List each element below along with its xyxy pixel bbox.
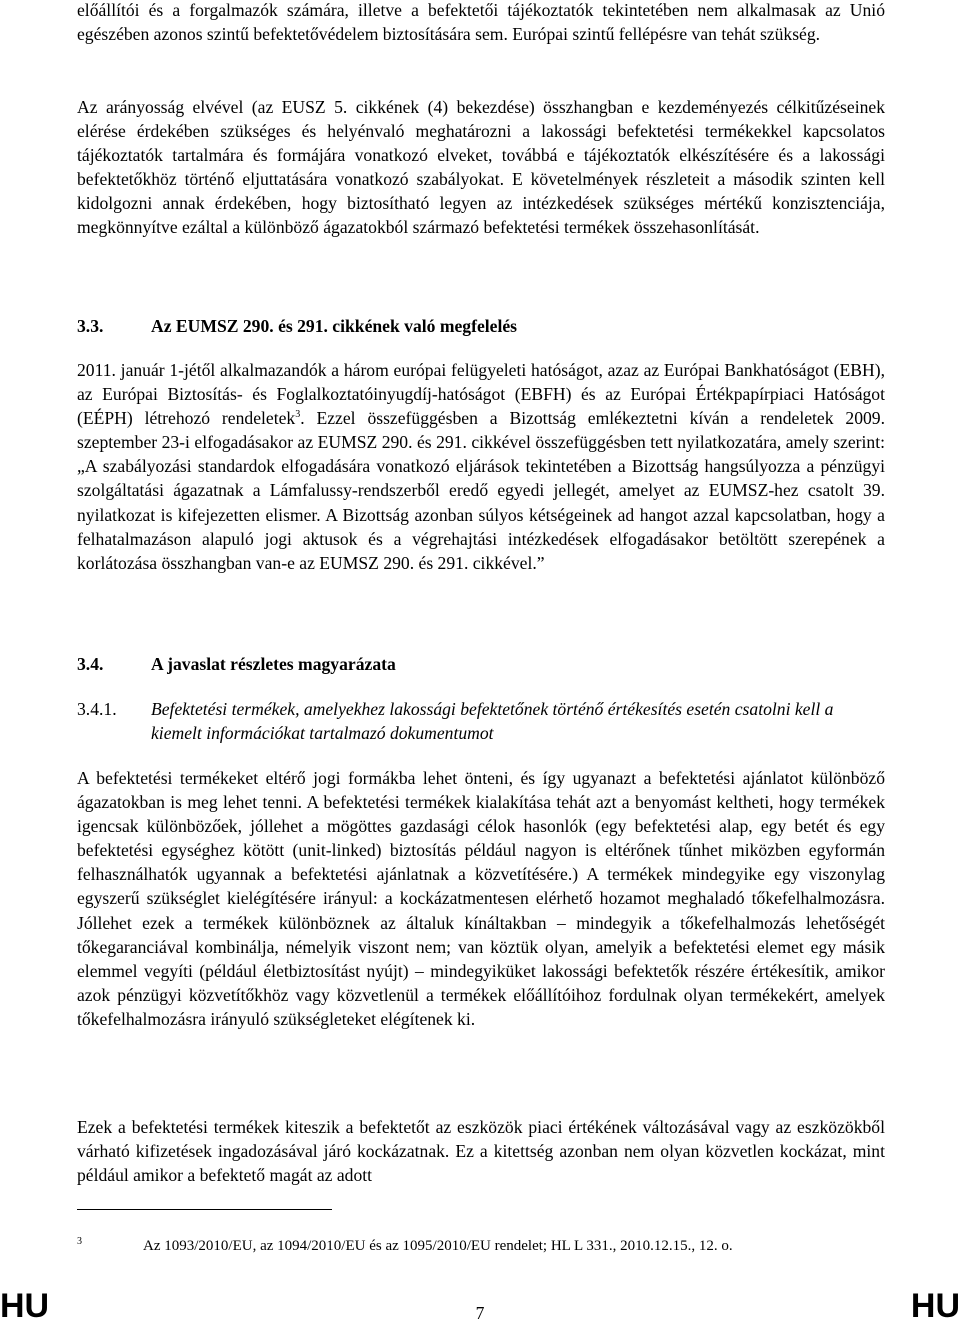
paragraph-investment-products: A befektetési termékeket eltérő jogi formákba lehet önteni, és így ugyanazt a befektetési ajánlatot különböző ágazatokban is meg lehet tenni. A befektetési termékek kialakítása tehát azt a benyomást keltheti, hogy termékek igencsak különbözőek, jóllehet a mögöttes gazdasági célok hasonlók (egy befektetési alap, egy betét és egy befektetési egységhez kötött (unit-linked) biztosítás például nagyon is eltérőnek tűnhet miközben egyformán felhasználhatók ugyannak a befektetési ajánlatnak a közvetítésére.) A termékek mindegyike egy viszonylag egyszerű szükséglet kielégítésére irányul: a kockázatmentesen elérhető hozamot meghaladó tőkefelhalmozásra. Jóllehet ezek a termékek különböznek az általuk kínáltakban – mindegyik a tőkefelhalmozás lehetőségét tőkegaranciával kombinálja, némelyik viszont nem; van köztük olyan, amelyik a befektetési elemet egy másik elemmel vegyíti (például életbiztosítást nyújt) – mindegyiküket lakossági befektetők részére értékesítik, amikor azok pénzügyi közvetítőkhöz vagy közvetlenül a termékek előállítóihoz fordulnak olyan termékekért, amelyek tőkefelhalmozásra irányuló szükségleteket elégítenek ki. [77,768,885,1029]
section-number: 3.3. [77,316,104,336]
footnote-separator [77,1209,332,1210]
section-number: 3.4. [77,654,104,674]
section-heading-3-3 [77,314,517,338]
paragraph-intro-continuation: előállítói és a forgalmazók számára, illetve a befektetői tájékoztatók tekintetében nem alkalmasak az Unió egészében azonos szintű befektetővédelem biztosítására sem. Európai szintű fellépésre van tehát szükség. [77,0,885,45]
footnote-text: Az 1093/2010/EU, az 1094/2010/EU és az 1095/2010/EU rendelet; HL L 331., 2010.12.15., 12. o. [143,1238,733,1254]
page-number: 7 [475,1303,485,1323]
paragraph-esa-part1: 2011. január 1-jétől alkalmazandók a három európai felügyeleti hatóságot, azaz az Európai Bankhatóságot (EBH), az Európai Biztosítás- és Foglalkoztatóinyugdíj-hatóságot (EBFH) és az Európai Értékpapírpiaci Hatóságot (EÉPH) létrehozó rendeletek [77,360,885,429]
subsection-number: 3.4.1. [77,699,117,719]
footnote-ref-3: 3 [295,409,301,421]
section-title: Az EUMSZ 290. és 291. cikkének való megfelelés [151,316,518,336]
paragraph-proportionality: Az arányosság elvével (az EUSZ 5. cikkének (4) bekezdése) összhangban e kezdeményezés célkitűzéseinek elérése érdekében szükséges és helyénvaló meghatározni a lakossági befektetési termékekkel kapcsolatos tájékoztatók tartalmára és formájára vonatkozó elveket, továbbá e tájékoztatók elkészítésére és a lakossági befektetőkhöz történő eljuttatására vonatkozó szabályokat. E követelmények részleteit a második szinten kell kidolgozni annak érdekében, hogy biztosítható legyen az intézkedések szükséges mértékű konzisztenciája, megkönnyítve ezáltal a különböző ágazatokból származó befektetési termékek összehasonlítását. [77,97,885,238]
subsection-heading-3-4-1 [77,697,885,745]
paragraph-market-risk: Ezek a befektetési termékek kiteszik a befektetőt az eszközök piaci értékének változásával vagy az eszközökből várható kifizetések ingadozásával járó kockázatnak. Ez a kitettség azonban nem olyan közvetlen kockázat, mint például amikor a befektető magát az adott [77,1117,885,1186]
footer-language-left: HU [0,1287,50,1325]
section-heading-3-4 [77,652,396,676]
paragraph-esa-part2: . Ezzel összefüggésben a Bizottság emlékeztetni kíván a rendeletek 2009. szeptember 23-i elfogadásakor az EUMSZ 290. és 291. cikkével összefüggésben tett nyilatkozatára, amely szerint: „A szabályozási standardok elfogadására vonatkozó eljárások tekintetében a Bizottság hangsúlyozza a pénzügyi szolgáltatási ágazatnak a Lámfalussy-rendszerből eredő egyedi jellegét, amelyet az EUMSZ-hez csatolt 39. nyilatkozat is kifejezetten elismer. A Bizottság azonban súlyos kétségeinek ad hangot azzal kapcsolatban, hogy a felhatalmazáson alapuló jogi aktusok és a végrehajtási intézkedések elfogadásakor betöltött szerepének a korlátozása összhangban van-e az EUMSZ 290. és 291. cikkével.” [77,408,885,573]
footnote-number: 3 [77,1236,82,1247]
section-title: A javaslat részletes magyarázata [151,654,396,674]
subsection-title: Befektetési termékek, amelyekhez lakossági befektetőnek történő értékesítés esetén csatolni kell a kiemelt információkat tartalmazó dokumentumot [151,699,834,743]
footnote [77,1236,885,1256]
footer-language-right: HU [910,1287,960,1325]
paragraph-esa-regulations [77,358,885,575]
